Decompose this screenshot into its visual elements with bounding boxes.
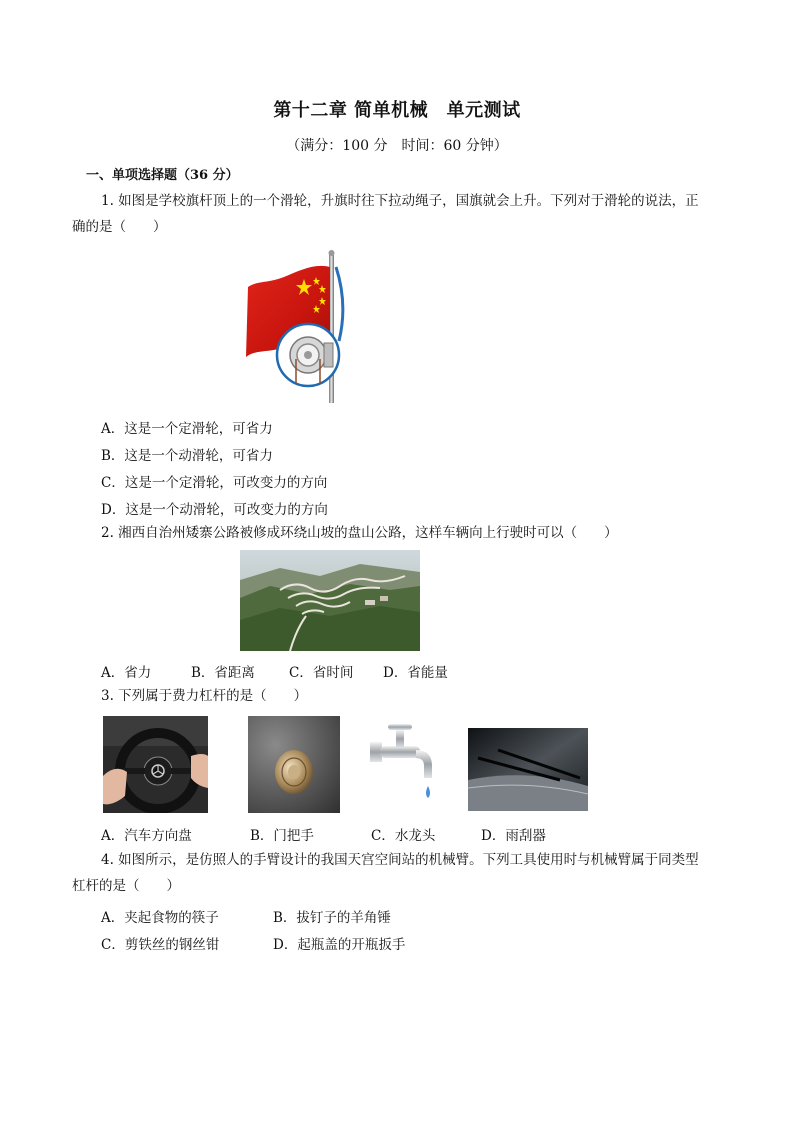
door-knob-photo (248, 716, 340, 813)
q2-option-c: C．省时间 (289, 665, 354, 681)
steering-wheel-photo (103, 716, 208, 813)
q4-option-c: C．剪铁丝的钢丝钳 (101, 937, 220, 953)
q4-option-d: D．起瓶盖的开瓶扳手 (273, 937, 406, 953)
question-1-line-2: 确的是（ ） (72, 219, 167, 235)
mountain-road-photo (240, 550, 420, 651)
q2-option-a: A．省力 (101, 665, 152, 681)
q3-option-d: D．雨刮器 (481, 828, 546, 844)
q4-option-b: B．拔钉子的羊角锤 (273, 910, 391, 926)
wiper-photo (468, 728, 588, 811)
q1-option-b: B．这是一个动滑轮，可省力 (101, 448, 273, 464)
page-subtitle: （满分：100 分 时间：60 分钟） (286, 138, 508, 154)
flag-pulley-figure (244, 249, 348, 405)
question-4-line-1: 4. 如图所示，是仿照人的手臂设计的我国天宫空间站的机械臂。下列工具使用时与机械臂属于同类型 (101, 852, 699, 868)
q3-option-a: A．汽车方向盘 (101, 828, 192, 844)
q1-option-a: A．这是一个定滑轮，可省力 (101, 421, 273, 437)
section-heading: 一、单项选择题（36 分） (86, 168, 239, 183)
page-title: 第十二章 简单机械 单元测试 (273, 100, 521, 121)
q2-option-b: B．省距离 (191, 665, 255, 681)
q3-option-c: C．水龙头 (371, 828, 436, 844)
question-2-line-1: 2. 湘西自治州矮寨公路被修成环绕山坡的盘山公路，这样车辆向上行驶时可以（ ） (101, 525, 618, 541)
question-3-line-1: 3. 下列属于费力杠杆的是（ ） (101, 688, 308, 704)
question-1-line-1: 1. 如图是学校旗杆顶上的一个滑轮，升旗时往下拉动绳子，国旗就会上升。下列对于滑轮的说法，正 (101, 193, 699, 209)
q1-option-d: D．这是一个动滑轮，可改变力的方向 (101, 502, 328, 518)
q3-option-b: B．门把手 (250, 828, 314, 844)
water-tap-photo (370, 720, 445, 812)
question-4-line-2: 杠杆的是（ ） (72, 878, 180, 894)
q1-option-c: C．这是一个定滑轮，可改变力的方向 (101, 475, 328, 491)
q4-option-a: A．夹起食物的筷子 (101, 910, 219, 926)
q2-option-d: D．省能量 (383, 665, 448, 681)
